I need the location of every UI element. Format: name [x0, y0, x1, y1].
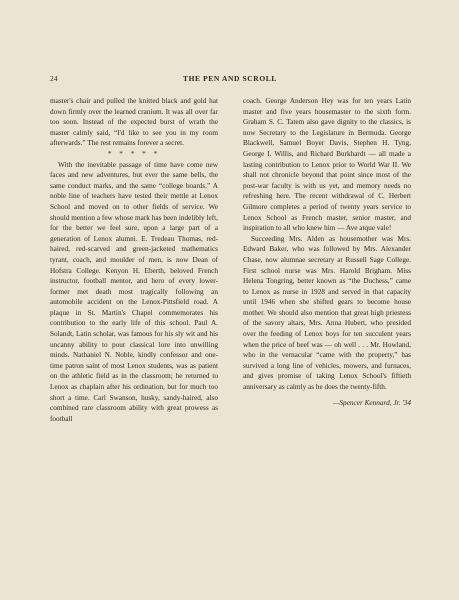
section-divider: * * * * *	[107, 149, 161, 158]
left-column	[50, 96, 218, 424]
paragraph: Succeeding Mrs. Alden as housemother was Mrs. Edward Baker, who was followed by Mrs. Alexander Chase, now alumnae secretary at Russell Sage College. First school nurse was Mrs. Harold Brigham. Miss Helena Tongring, better known as “the Duchess,” came to Lenox as nurse in 1928 and served in that capacity until 1946 when she shifted gears to become house mother. We should also mention that great high priestess of the savory altars, Mrs. Anna Hubert, who presided over the feeding of Lenox boys for ten succulent years when the price of beef was — oh well . . . Mr. Howland, who in the vernacular “came with the property,” has survived a long line of vehicles, mowers, and furnaces, and gives promise of taking Lenox School's fiftieth anniversary as calmly as he does the twenty-fifth.	[243, 234, 411, 392]
running-title: THE PEN AND SCROLL	[183, 74, 277, 83]
author-signature: —Spencer Kennard, Jr. '34	[332, 398, 411, 407]
paragraph: With the inevitable passage of time have come new faces and new adventures, but ever the same bells, the same conduct marks, and the same “college boards.” A noble line of teachers have tested their mettle at Lenox School and moved on to other fields of service. We should mention a few whose mark has been indelibly left, for the better we feel sure, upon a large part of a generation of Lenox alumni. E. Tredeau Thomas, red-haired, red-scarved and green-jacketed mathematics tyrant, coach, and moulder of men, is now Dean of Hofstra College. Kenyon H. Eberth, beloved French instructor, football mentor, and hero of every lower-former met death most tragically following an automobile accident on the Lenox-Pittsfield road. A plaque in St. Martin's Chapel commemorates his contribution to the early life of this school. Paul A. Solandt, Latin scholar, was famous for his sly wit and his uncanny ability to pour classical lore into unwilling minds. Nathaniel N. Noble, kindly confessor and one-time patron saint of most Lenox students, was as patient on the athletic field as in the classroom; he returned to Lenox as chaplain after his ordination, but for much too short a time. Carl Swanson, husky, sandy-haired, also combined rare classroom ability with great prowess as football	[50, 160, 218, 423]
paragraph: master's chair and pulled the knitted black and gold hat down firmly over the learned cranium. It was all over far too soon. Instead of the expected burst of wrath the master calmly said, “I'd like to see you in my room afterwards.” The rest remains forever a secret.	[50, 97, 218, 148]
right-column	[243, 96, 411, 408]
paragraph: coach. George Anderson Hey was for ten years Latin master and five years housemaster to the sixth form. Graham S. C. Tatem also gave dignity to the classics, is now Secretary to the Legislature in Bermuda. George Blackwell, Samuel Boyer Davis, Stephen H. Tyng, George I. Willis, and Richard Burkhardt — all made a lasting contribution to Lenox prior to World War II. We shall not chronicle beyond that point since most of the post-war faculty is with us yet, and memory needs no refreshing here. The recent withdrawal of C. Herbert Gilmore completes a period of twenty years service to Lenox School as French master, senior master, and inspiration to all who knew him — Ave atque vale!	[243, 97, 411, 233]
page-number: 24	[50, 74, 58, 83]
page-header	[50, 74, 410, 86]
